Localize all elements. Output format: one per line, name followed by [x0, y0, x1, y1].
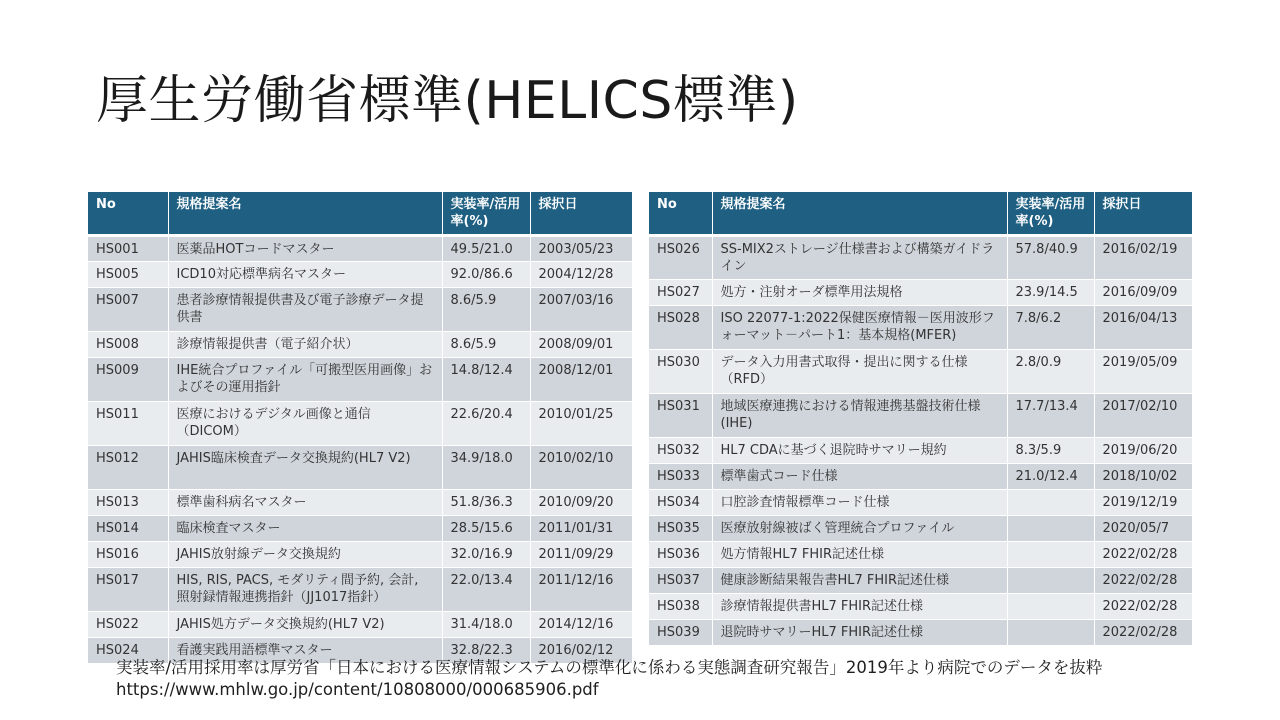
standards-table-right [649, 192, 1192, 646]
column-header-name: 規格提案名 [168, 192, 442, 236]
cell-rate: 92.0/86.6 [442, 262, 530, 288]
cell-rate: 2.8/0.9 [1007, 350, 1094, 394]
table-row [88, 516, 632, 542]
cell-date: 2016/02/19 [1094, 236, 1192, 280]
cell-rate [1007, 490, 1094, 516]
cell-date: 2011/12/16 [530, 568, 632, 612]
cell-date: 2016/02/12 [530, 638, 632, 664]
table-row [649, 594, 1192, 620]
table-header-row [88, 192, 632, 236]
cell-rate [1007, 594, 1094, 620]
cell-no: HS014 [88, 516, 168, 542]
cell-name: JAHIS放射線データ交換規約 [168, 542, 442, 568]
cell-rate: 57.8/40.9 [1007, 236, 1094, 280]
cell-rate: 51.8/36.3 [442, 490, 530, 516]
cell-date: 2019/06/20 [1094, 438, 1192, 464]
table-row [649, 568, 1192, 594]
cell-date: 2022/02/28 [1094, 568, 1192, 594]
cell-name: 看護実践用語標準マスター [168, 638, 442, 664]
cell-name: 医療におけるデジタル画像と通信（DICOM） [168, 402, 442, 446]
table-row [88, 262, 632, 288]
cell-no: HS009 [88, 358, 168, 402]
column-header-no: No [88, 192, 168, 236]
cell-no: HS016 [88, 542, 168, 568]
table-row [649, 280, 1192, 306]
cell-no: HS012 [88, 446, 168, 490]
table-row [88, 402, 632, 446]
cell-name: 患者診療情報提供書及び電子診療データ提供書 [168, 288, 442, 332]
cell-name: 医薬品HOTコードマスター [168, 236, 442, 262]
cell-date: 2008/12/01 [530, 358, 632, 402]
cell-date: 2016/09/09 [1094, 280, 1192, 306]
cell-no: HS008 [88, 332, 168, 358]
cell-no: HS001 [88, 236, 168, 262]
cell-name: ICD10対応標準病名マスター [168, 262, 442, 288]
table-header-row [649, 192, 1192, 236]
cell-rate: 32.8/22.3 [442, 638, 530, 664]
table-row [649, 490, 1192, 516]
cell-name: 退院時サマリーHL7 FHIR記述仕様 [712, 620, 1007, 646]
cell-name: SS-MIX2ストレージ仕様書および構築ガイドライン [712, 236, 1007, 280]
cell-no: HS036 [649, 542, 712, 568]
table-row [649, 516, 1192, 542]
cell-date: 2010/02/10 [530, 446, 632, 490]
cell-rate: 17.7/13.4 [1007, 394, 1094, 438]
table-row [649, 438, 1192, 464]
cell-rate: 23.9/14.5 [1007, 280, 1094, 306]
cell-date: 2020/05/7 [1094, 516, 1192, 542]
table-row [649, 464, 1192, 490]
table-row [88, 490, 632, 516]
cell-rate: 22.6/20.4 [442, 402, 530, 446]
cell-name: IHE統合プロファイル「可搬型医用画像」およびその運用指針 [168, 358, 442, 402]
cell-rate: 8.6/5.9 [442, 332, 530, 358]
cell-no: HS035 [649, 516, 712, 542]
page-title: 厚生労働省標準(HELICS標準) [96, 71, 799, 131]
cell-date: 2018/10/02 [1094, 464, 1192, 490]
cell-rate: 49.5/21.0 [442, 236, 530, 262]
cell-rate [1007, 542, 1094, 568]
cell-name: HL7 CDAに基づく退院時サマリー規約 [712, 438, 1007, 464]
table-row [649, 394, 1192, 438]
cell-no: HS032 [649, 438, 712, 464]
column-header-name: 規格提案名 [712, 192, 1007, 236]
cell-name: 口腔診査情報標準コード仕様 [712, 490, 1007, 516]
cell-name: 臨床検査マスター [168, 516, 442, 542]
cell-date: 2010/09/20 [530, 490, 632, 516]
cell-name: JAHIS処方データ交換規約(HL7 V2) [168, 612, 442, 638]
cell-name: 標準歯科病名マスター [168, 490, 442, 516]
cell-no: HS034 [649, 490, 712, 516]
column-header-date: 採択日 [1094, 192, 1192, 236]
table-row [649, 306, 1192, 350]
cell-name: 標準歯式コード仕様 [712, 464, 1007, 490]
cell-date: 2011/09/29 [530, 542, 632, 568]
cell-name: 処方・注射オーダ標準用法規格 [712, 280, 1007, 306]
cell-no: HS028 [649, 306, 712, 350]
table-row [88, 446, 632, 490]
cell-name: データ入力用書式取得・提出に関する仕様（RFD） [712, 350, 1007, 394]
column-header-rate: 実装率/活用率(%) [442, 192, 530, 236]
cell-no: HS024 [88, 638, 168, 664]
table-row [88, 236, 632, 262]
cell-date: 2022/02/28 [1094, 542, 1192, 568]
cell-no: HS039 [649, 620, 712, 646]
cell-name: 医療放射線被ばく管理統合プロファイル [712, 516, 1007, 542]
cell-no: HS007 [88, 288, 168, 332]
cell-name: JAHIS臨床検査データ交換規約(HL7 V2) [168, 446, 442, 490]
cell-no: HS026 [649, 236, 712, 280]
column-header-no: No [649, 192, 712, 236]
table-row [88, 332, 632, 358]
cell-no: HS033 [649, 464, 712, 490]
cell-date: 2022/02/28 [1094, 620, 1192, 646]
cell-no: HS031 [649, 394, 712, 438]
cell-date: 2011/01/31 [530, 516, 632, 542]
cell-rate: 31.4/18.0 [442, 612, 530, 638]
cell-date: 2003/05/23 [530, 236, 632, 262]
cell-no: HS022 [88, 612, 168, 638]
cell-no: HS017 [88, 568, 168, 612]
cell-rate: 7.8/6.2 [1007, 306, 1094, 350]
cell-date: 2022/02/28 [1094, 594, 1192, 620]
cell-date: 2008/09/01 [530, 332, 632, 358]
cell-date: 2010/01/25 [530, 402, 632, 446]
table-row [88, 542, 632, 568]
cell-date: 2019/05/09 [1094, 350, 1192, 394]
cell-name: 処方情報HL7 FHIR記述仕様 [712, 542, 1007, 568]
cell-no: HS011 [88, 402, 168, 446]
table-row [649, 620, 1192, 646]
standards-table-left [88, 192, 632, 664]
cell-date: 2016/04/13 [1094, 306, 1192, 350]
cell-no: HS005 [88, 262, 168, 288]
cell-rate: 22.0/13.4 [442, 568, 530, 612]
column-header-date: 採択日 [530, 192, 632, 236]
cell-rate [1007, 620, 1094, 646]
cell-rate: 34.9/18.0 [442, 446, 530, 490]
cell-date: 2007/03/16 [530, 288, 632, 332]
cell-date: 2019/12/19 [1094, 490, 1192, 516]
table-row [88, 568, 632, 612]
source-footnote: 実装率/活用採用率は厚労省「日本における医療情報システムの標準化に係わる実態調査研究報告」2019年より病院でのデータを抜粋https://www.mhlw.go.jp/content/10808000/000685906.pdf [116, 658, 1103, 699]
cell-name: 診療情報提供書（電子紹介状） [168, 332, 442, 358]
cell-name: ISO 22077-1:2022保健医療情報－医用波形フォーマット－パート1：基本規格(MFER) [712, 306, 1007, 350]
cell-rate: 8.6/5.9 [442, 288, 530, 332]
cell-no: HS037 [649, 568, 712, 594]
column-header-rate: 実装率/活用率(%) [1007, 192, 1094, 236]
cell-date: 2004/12/28 [530, 262, 632, 288]
table-row [649, 542, 1192, 568]
cell-rate: 21.0/12.4 [1007, 464, 1094, 490]
cell-rate [1007, 568, 1094, 594]
table-row [649, 236, 1192, 280]
cell-no: HS013 [88, 490, 168, 516]
table-row [649, 350, 1192, 394]
cell-date: 2017/02/10 [1094, 394, 1192, 438]
cell-name: 地域医療連携における情報連携基盤技術仕様(IHE) [712, 394, 1007, 438]
table-row [88, 288, 632, 332]
cell-date: 2014/12/16 [530, 612, 632, 638]
cell-rate: 14.8/12.4 [442, 358, 530, 402]
cell-no: HS038 [649, 594, 712, 620]
cell-name: HIS, RIS, PACS, モダリティ間予約, 会計, 照射録情報連携指針（JJ1017指針） [168, 568, 442, 612]
table-row [88, 612, 632, 638]
cell-no: HS030 [649, 350, 712, 394]
cell-rate: 32.0/16.9 [442, 542, 530, 568]
cell-rate: 28.5/15.6 [442, 516, 530, 542]
cell-rate: 8.3/5.9 [1007, 438, 1094, 464]
cell-name: 健康診断結果報告書HL7 FHIR記述仕様 [712, 568, 1007, 594]
cell-rate [1007, 516, 1094, 542]
table-row [88, 358, 632, 402]
cell-name: 診療情報提供書HL7 FHIR記述仕様 [712, 594, 1007, 620]
cell-no: HS027 [649, 280, 712, 306]
